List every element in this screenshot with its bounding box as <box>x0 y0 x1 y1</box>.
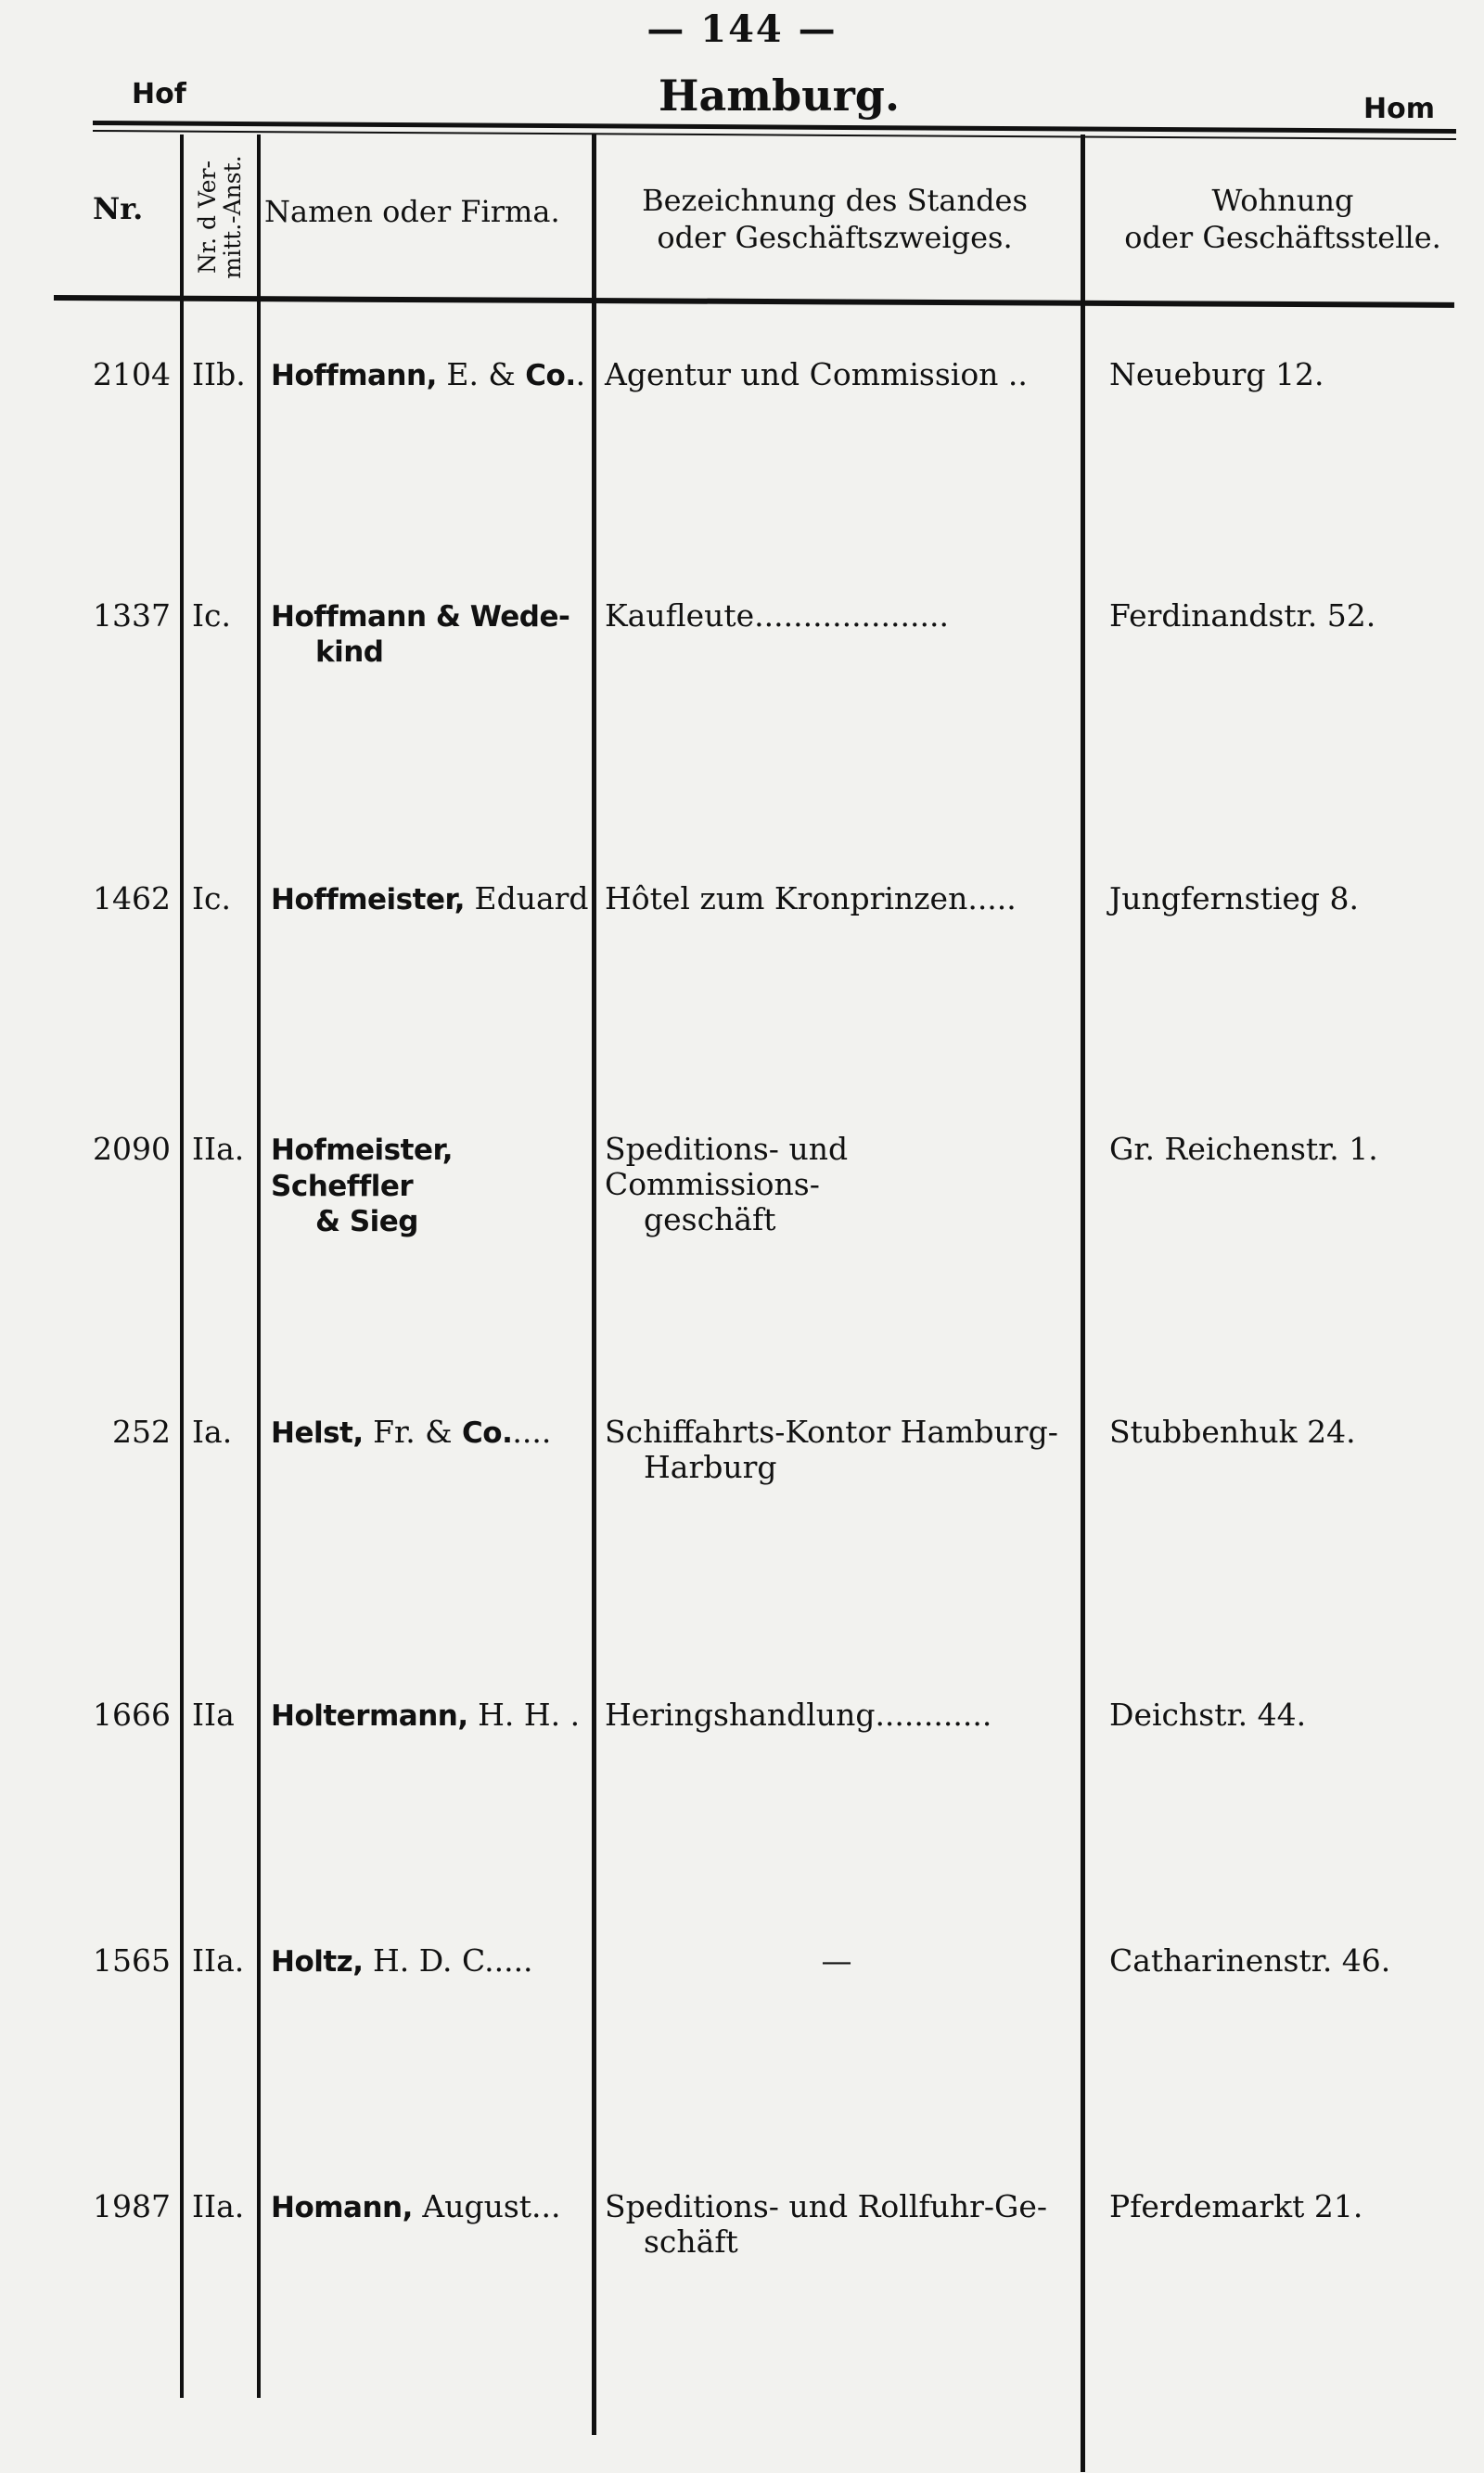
header-stand-line2: oder Geschäftszweiges. <box>657 220 1013 255</box>
running-head-left: Hof <box>132 78 186 110</box>
entry-wohnung: Ferdinandstr. 52. <box>1109 597 1376 634</box>
entry-name-rest: E. & <box>436 356 526 392</box>
entry-nr: 2104 <box>93 356 171 392</box>
header-stand <box>594 182 1076 256</box>
entry-wohnung: Neueburg 12. <box>1109 356 1324 392</box>
entry-class: Ia. <box>192 1414 233 1450</box>
table-row <box>0 598 1484 839</box>
entry-stand <box>605 598 1068 634</box>
entry-wohnung: Pferdemarkt 21. <box>1109 2188 1363 2224</box>
entry-nr: 1337 <box>93 597 171 634</box>
entry-name <box>271 1132 591 1239</box>
entry-name-rest: H. D. C..... <box>363 1942 533 1979</box>
entry-name-bold: Hoffmann & Wede- <box>271 600 570 634</box>
entry-class: IIb. <box>192 356 246 392</box>
entry-name-tail: . <box>575 356 586 392</box>
city-title: Hamburg. <box>659 70 900 121</box>
table-row <box>0 881 1484 1122</box>
entry-name-rest: Fr. & <box>363 1414 463 1450</box>
entry-name-rest: H. H. . <box>467 1697 581 1733</box>
entry-name-rest: Eduard <box>464 880 589 916</box>
entry-name-bold2: Co. <box>525 359 576 392</box>
entry-stand-line1: Schiffahrts-Kontor Hamburg- <box>605 1414 1058 1450</box>
entry-name <box>271 357 591 393</box>
header-wohnung <box>1083 182 1482 256</box>
header-name: Namen oder Firma. <box>264 194 560 229</box>
entry-name <box>271 1698 591 1734</box>
entry-nr: 1987 <box>93 2188 171 2224</box>
entry-stand <box>605 1415 1068 1485</box>
entry-name-rest: August... <box>412 2188 561 2224</box>
header-wohnung-line2: oder Geschäftsstelle. <box>1124 220 1441 255</box>
entry-name <box>271 1943 591 1980</box>
header-stand-line1: Bezeichnung des Standes <box>642 183 1028 218</box>
entry-name-bold: Holtz, <box>271 1945 364 1979</box>
entry-nr: 1462 <box>93 880 171 916</box>
table-row <box>0 1698 1484 1939</box>
entry-stand-line2: schäft <box>644 2223 738 2260</box>
entry-stand-line2: geschäft <box>644 1201 776 1237</box>
entry-name-bold: Hoffmeister, <box>271 883 465 916</box>
entry-class: IIa. <box>192 1131 245 1167</box>
entry-class: Ic. <box>192 597 232 634</box>
entry-stand-line1: Agentur und Commission .. <box>605 356 1028 392</box>
entry-stand-line1: Heringshandlung............ <box>605 1697 992 1733</box>
entry-stand <box>605 1132 1068 1237</box>
entry-class: IIa <box>192 1697 235 1733</box>
table-row <box>0 1415 1484 1656</box>
entry-stand-line1: Speditions- und Commissions- <box>605 1131 849 1202</box>
entry-name-bold2: Co. <box>462 1416 513 1450</box>
table-row <box>0 1132 1484 1373</box>
entry-name-bold: Hofmeister, Scheffler <box>271 1134 453 1203</box>
entry-class: IIa. <box>192 2188 245 2224</box>
header-vermitt-label: Nr. d Ver- mitt.-Anst. <box>194 155 246 279</box>
entry-name-bold: Helst, <box>271 1416 364 1450</box>
entry-stand-line1: Hôtel zum Kronprinzen..... <box>605 880 1017 916</box>
entry-class: Ic. <box>192 880 232 916</box>
entry-stand <box>605 357 1068 392</box>
header-vermitt <box>184 139 256 295</box>
entry-wohnung: Catharinenstr. 46. <box>1109 1942 1391 1979</box>
table-row <box>0 357 1484 598</box>
table-row <box>0 1943 1484 2185</box>
entry-name-bold: Holtermann, <box>271 1699 468 1733</box>
entry-name-bold: Homann, <box>271 2191 413 2224</box>
entry-nr: 2090 <box>93 1131 171 1167</box>
header-wohnung-line1: Wohnung <box>1211 183 1354 218</box>
entry-name <box>271 881 591 917</box>
entry-stand <box>605 1698 1068 1733</box>
entry-name-bold: Hoffmann, <box>271 359 437 392</box>
entry-name <box>271 598 591 670</box>
entry-wohnung: Gr. Reichenstr. 1. <box>1109 1131 1378 1167</box>
entry-stand <box>605 1943 1068 1979</box>
entry-name <box>271 1415 591 1451</box>
entry-nr: 1666 <box>93 1697 171 1733</box>
entry-nr: 252 <box>112 1414 171 1450</box>
entry-name <box>271 2189 591 2225</box>
entry-wohnung: Jungfernstieg 8. <box>1109 880 1360 916</box>
entry-wohnung: Deichstr. 44. <box>1109 1697 1307 1733</box>
entry-name-tail: .... <box>512 1414 552 1450</box>
entry-name-line2: kind <box>315 635 384 669</box>
header-rule <box>54 295 1454 308</box>
entry-class: IIa. <box>192 1942 245 1979</box>
page-number: — 144 — <box>646 7 838 51</box>
running-head-right: Hom <box>1363 93 1435 125</box>
entry-stand-line1: Kaufleute.................... <box>605 597 949 634</box>
header-nr: Nr. <box>93 191 144 226</box>
entry-wohnung: Stubbenhuk 24. <box>1109 1414 1356 1450</box>
entry-stand-line1: — <box>821 1942 852 1979</box>
table-row <box>0 2189 1484 2430</box>
entry-nr: 1565 <box>93 1942 171 1979</box>
entry-stand <box>605 2189 1068 2260</box>
entry-name-line2: & Sieg <box>315 1205 418 1238</box>
entry-stand-line2: Harburg <box>644 1449 777 1485</box>
entry-stand <box>605 881 1068 916</box>
entry-stand-line1: Speditions- und Rollfuhr-Ge- <box>605 2188 1048 2224</box>
